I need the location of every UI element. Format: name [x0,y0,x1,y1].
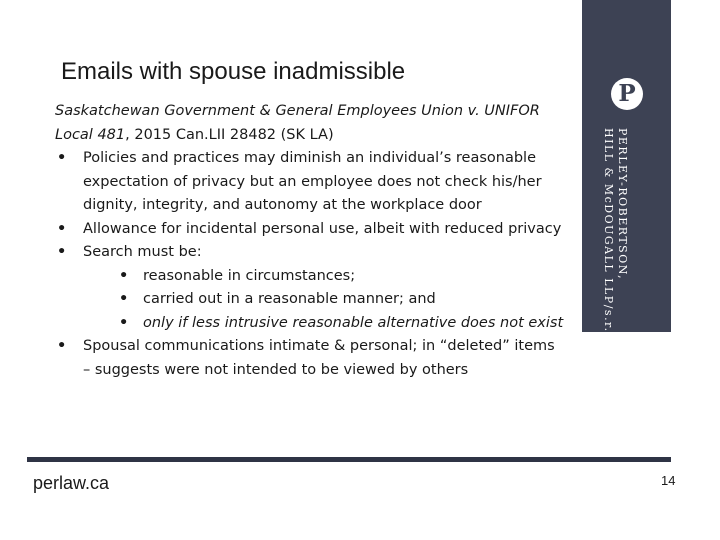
brand-panel [582,0,671,343]
bullet-item: • Policies and practices may diminish an individual’s reasonable expectation of privacy but an employee does not check his/her dignity, integrity, and autonomy at the workplace door [55,147,565,218]
slide-body [55,100,565,382]
firm-name [599,128,647,343]
sub-bullet-item: • carried out in a reasonable manner; and [83,288,565,312]
bullet-item-label: Search must be: [83,244,202,260]
slide-title: Emails with spouse inadmissible [61,58,406,85]
bullet-item: • Allowance for incidental personal use, albeit with reduced privacy [55,218,565,242]
footer-divider [27,457,671,462]
bullet-list [55,147,565,382]
case-name: Saskatchewan Government & General Employees Union v. UNIFOR Local 481 [55,103,540,143]
footer-website: perlaw.ca [33,473,110,493]
sub-bullet-list [83,265,565,336]
firm-name-line: HILL & McDOUGALL LLP/s.r.l. [602,128,615,343]
firm-name-line: PERLEY-ROBERTSON, [616,128,629,281]
bullet-item: • Spousal communications intimate & personal; in “deleted” items – suggests were not intended to be viewed by others [55,335,565,382]
case-reference: , 2015 Can.LII 28482 (SK LA) [125,126,334,143]
bullet-item [55,241,565,335]
page-number: 14 [661,473,676,488]
sub-bullet-item: • only if less intrusive reasonable alternative does not exist [83,312,565,336]
sub-bullet-item: • reasonable in circumstances; [83,265,565,289]
firm-logo-icon: P [611,78,643,110]
case-citation [55,100,565,147]
